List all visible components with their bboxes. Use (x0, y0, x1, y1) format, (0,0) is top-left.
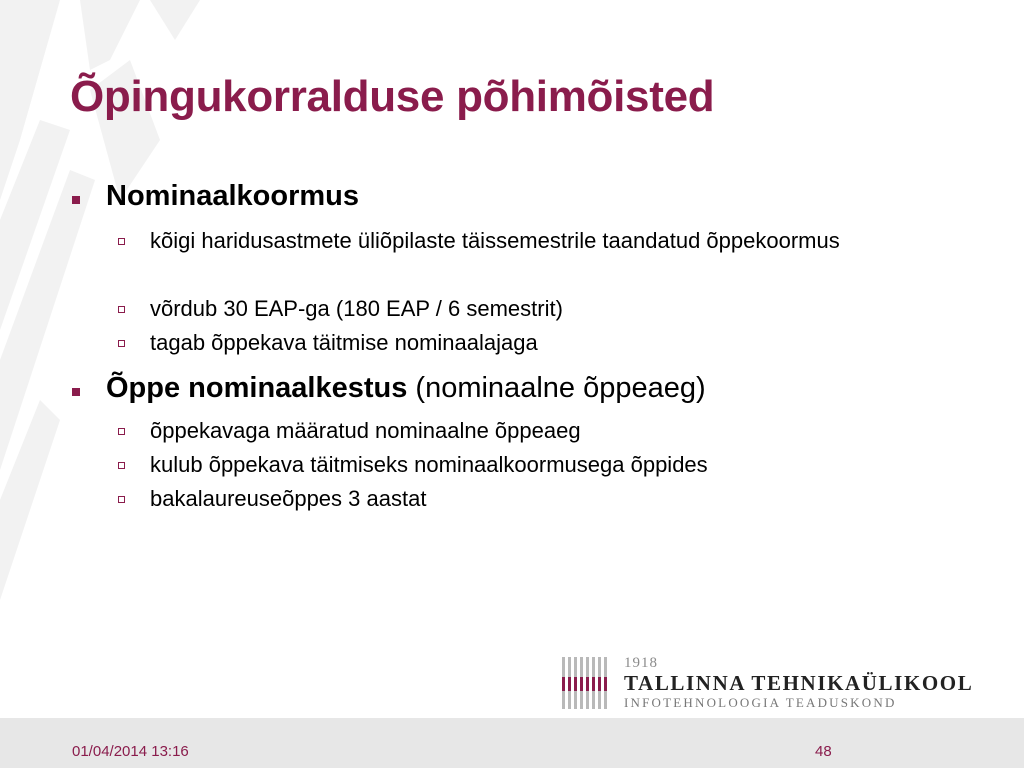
list-item-text: võrdub 30 EAP-ga (180 EAP / 6 semestrit) (150, 296, 563, 321)
footer-page-number: 48 (815, 743, 832, 760)
square-bullet-icon (72, 388, 80, 396)
logo-department: INFOTEHNOLOOGIA TEADUSKOND (624, 695, 897, 710)
list-item-text: kulub õppekava täitmiseks nominaalkoormusega õppides (150, 452, 708, 477)
hollow-square-bullet-icon (118, 340, 125, 347)
slide-footer (0, 718, 1024, 768)
logo-university-name: TALLINNA TEHNIKAÜLIKOOL (624, 671, 974, 695)
logo-year: 1918 (624, 655, 658, 671)
hollow-square-bullet-icon (118, 428, 125, 435)
list-item-text: kõigi haridusastmete üliõpilaste täissemestrile taandatud õppekoormus (150, 228, 840, 253)
list-item-text: õppekavaga määratud nominaalne õppeaeg (150, 418, 581, 443)
list-item-text: tagab õppekava täitmise nominaalajaga (150, 330, 538, 355)
list-item-text: bakalaureuseõppes 3 aastat (150, 486, 427, 511)
hollow-square-bullet-icon (118, 238, 125, 245)
section-heading-normal: (nominaalne õppeaeg) (407, 372, 706, 404)
square-bullet-icon (72, 196, 80, 204)
footer-date: 01/04/2014 13:16 (72, 743, 189, 760)
hollow-square-bullet-icon (118, 496, 125, 503)
section-heading-bold: Nominaalkoormus (106, 180, 359, 212)
hollow-square-bullet-icon (118, 462, 125, 469)
logo-bars-icon (562, 657, 614, 709)
slide-title: Õpingukorralduse põhimõisted (70, 72, 715, 121)
hollow-square-bullet-icon (118, 306, 125, 313)
section-heading-bold: Õppe nominaalkestus (106, 372, 408, 404)
